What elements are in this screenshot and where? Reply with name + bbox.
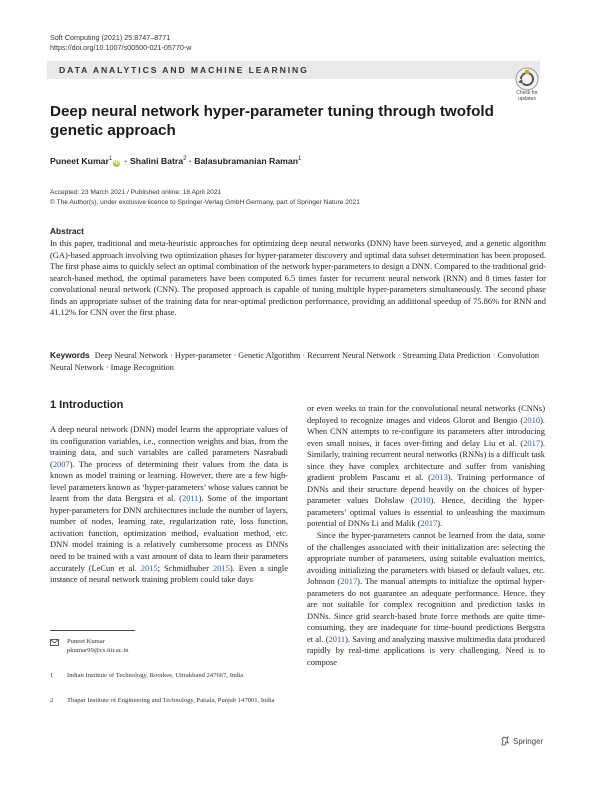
citation-link[interactable]: 2013	[430, 472, 448, 483]
citation-link[interactable]: 2015	[140, 562, 158, 573]
author-separator: ·	[188, 156, 192, 166]
affiliation-text: Indian Institute of Technology, Roorkee, Uttrakhand 247667, India	[67, 672, 244, 679]
section-banner	[47, 61, 540, 79]
author-name[interactable]: Puneet Kumar	[50, 156, 109, 166]
citation-link[interactable]: 2010	[523, 414, 541, 425]
author-separator: ·	[124, 156, 128, 166]
publisher-logo	[500, 736, 543, 746]
section-title: 1 Introduction	[50, 399, 124, 411]
citation-link[interactable]: 2010	[413, 495, 431, 506]
doi-link[interactable]: https://doi.org/10.1007/s00500-021-05770-w	[50, 43, 192, 52]
paper-title: Deep neural network hyper-parameter tuning through twofold genetic approach	[50, 103, 494, 139]
affiliation-1	[50, 672, 280, 681]
springer-horse-icon	[500, 736, 510, 746]
citation-link[interactable]: 2017	[340, 576, 358, 587]
abstract-heading: Abstract	[50, 226, 84, 236]
publisher-name: Springer	[513, 737, 544, 746]
section-label: DATA ANALYTICS AND MACHINE LEARNING	[59, 65, 309, 75]
corresponding-name: Puneet Kumar	[67, 638, 105, 645]
envelope-icon	[50, 638, 59, 650]
keywords-label: Keywords	[50, 350, 90, 360]
body-column-left	[50, 424, 288, 586]
article-meta	[50, 188, 360, 208]
citation-link[interactable]: 2015	[212, 562, 230, 573]
corresponding-email[interactable]: pkumar99@cs.iitr.ac.in	[67, 646, 129, 654]
journal-info	[50, 33, 191, 53]
check-for-updates-label: Check for updates	[516, 90, 538, 102]
copyright: © The Author(s), under exclusive licence to Springer-Verlag GmbH Germany, part of Springer Nature 2021	[50, 199, 360, 206]
corresponding-author	[50, 638, 129, 655]
orcid-icon[interactable]: iD	[114, 160, 120, 166]
citation-link[interactable]: 2017	[420, 518, 438, 529]
affiliation-text: Thapar Institute of Engineering and Technology, Patiala, Punjab 147001, India	[67, 697, 275, 704]
paragraph: or even weeks to train for the convolutional neural networks (CNNs) deployed to recognize images and videos Glorot and Bengio (2010). When CNN attempts to re-configure its parameters after introducing even small noises, it faces over-fitting and delay Liu et al. (2017). Similarly, training recurrent neural networks (RNNs) is a difficult task since they have complex architecture and suffer from vanishing gradient problem Pascanu et al. (2013). Training performance of DNNs and their structure depend heavily on the choices of hyper-parameter values Dobslaw (2010). Hence, deciding the hyper-parameters’ optimal values is essential to unleashing the maximum potential of DNNs Li and Malik (2017).	[307, 403, 545, 529]
affiliation-marker: 1	[50, 672, 54, 679]
affiliation-marker: 2	[50, 697, 54, 704]
keywords-text: Deep Neural Network · Hyper-parameter · Genetic Algorithm · Recurrent Neural Network · Streaming Data Prediction · Convolution Neural Network · Image Recognition	[50, 351, 539, 372]
accepted-date: Accepted: 23 March 2021 / Published online: 18 April 2021	[50, 189, 222, 196]
paragraph: A deep neural network (DNN) model learns the appropriate values of its configuration variables, i.e., connection weights and bias, from the training data, and such variables are called parameters Nasrabadi (2007). The process of determining their values from the data is known as model training or learning. However, there are a few high-level parameters known as ‘hyper-parameters’ whose values cannot be learnt from the data Bergstra et al. (2011). Some of the important hyper-parameters for DNN architectures include the number of layers, number of nodes, learning rate, regularization rate, loss function, activation function, optimization method, evaluation method, etc. DNN model training is a relatively cumbersome process as DNNs need to be trained with a vast amount of data to learn their parameters accurately (LeCun et al. 2015; Schmidhuber 2015). Even a single instance of neural network training problem could take days	[50, 424, 288, 585]
author-name[interactable]: Balasubramanian Raman	[194, 156, 299, 166]
citation-link[interactable]: 2011	[328, 633, 346, 644]
footnote-rule	[50, 630, 135, 631]
citation-link[interactable]: 2007	[52, 458, 70, 469]
author-name[interactable]: Shalini Batra	[130, 156, 184, 166]
author-list: Puneet Kumar$^1$iD · Shalini Batra$^2$ · Balasubramanian Raman$^1$	[50, 156, 302, 166]
citation-link[interactable]: 2017	[523, 437, 541, 448]
paragraph: Since the hyper-parameters cannot be learned from the data, some of the challenges associated with their initialization are: selecting the appropriate number of parameters, using suitable evaluation metrics, avoiding initializing the parameters with biased or default values, etc. Johnson (2017). The manual attempts to initialize the optimal hyper-parameters do not guarantee an adequate performance. Hence, they are not suitable for complex recognition and prediction tasks in DNNs. Since grid search-based brute force methods are quite time-consuming, they are inadequate for time-bound predictions Bergstra et al. (2011). Saving and analyzing massive multimedia data produced rapidly by real-time applications is very challenging. Need is to compose	[307, 530, 545, 668]
body-column-right	[307, 403, 545, 669]
abstract-text: In this paper, traditional and meta-heuristic approaches for optimizing deep neural networks (DNN) have been surveyed, and a genetic algorithm (GA)-based approach involving two optimization phases for hyper-parameter discovery and optimal data subset determination has been proposed. The first phase aims to quickly select an optimal combination of the network hyper-parameters to design a DNN. Compared to the traditional grid-search-based method, the optimal parameters have been computed 6.5 times faster for recurrent neural network (RNN) and 8 times faster for convolutional neural network (CNN). The proposed approach is capable of tuning multiple hyper-parameters simultaneously. The second phase finds an appropriate subset of the training data for near-optimal prediction performance, providing an additional speedup of 75.86% for RNN and 41.12% for CNN over the first phase.	[50, 238, 546, 317]
citation-link[interactable]: 2011	[182, 493, 199, 504]
affiliation-2	[50, 697, 280, 706]
keywords	[50, 350, 550, 373]
journal-citation: Soft Computing (2021) 25:8747–8771	[50, 33, 171, 42]
